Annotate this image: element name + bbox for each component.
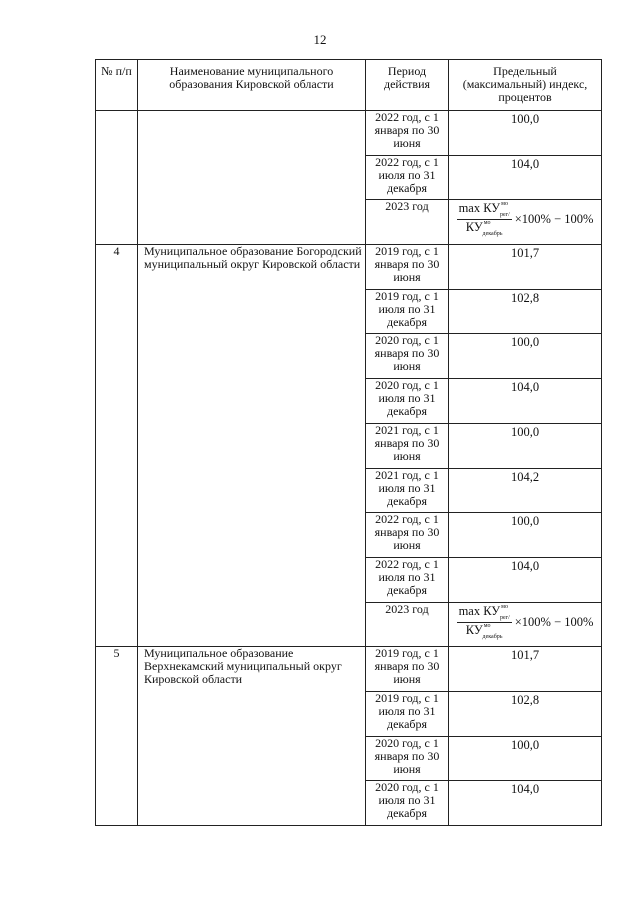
period-cell: 2020 год, с 1 июля по 31 декабря	[366, 781, 449, 826]
formula-num-sub: рег/	[499, 614, 510, 621]
period-cell: 2022 год, с 1 июля по 31 декабря	[366, 155, 449, 200]
index-formula	[451, 202, 599, 237]
formula-den-sup: мо	[483, 622, 491, 629]
formula-den-text: КУ	[465, 220, 483, 235]
index-formula	[451, 605, 599, 640]
period-cell: 2021 год, с 1 июля по 31 декабря	[366, 468, 449, 513]
index-cell: 104,0	[449, 557, 602, 602]
table-body	[96, 111, 602, 826]
table-row	[96, 647, 602, 692]
municipality-name-cell: Муниципальное образование Богородский муниципальный округ Кировской области	[138, 245, 366, 647]
index-cell: 104,0	[449, 155, 602, 200]
index-cell: 104,0	[449, 781, 602, 826]
period-cell: 2022 год, с 1 июля по 31 декабря	[366, 557, 449, 602]
index-cell: 100,0	[449, 513, 602, 558]
formula-num-sup: мо	[501, 201, 508, 208]
formula-num-sub: рег/	[499, 212, 510, 219]
index-cell: 102,8	[449, 289, 602, 334]
period-cell: 2023 год	[366, 602, 449, 647]
formula-tail: ×100% − 100%	[514, 212, 594, 227]
header-name: Наименование муниципального образования Кировской области	[138, 60, 366, 111]
formula-denominator	[464, 623, 505, 640]
period-cell: 2019 год, с 1 июля по 31 декабря	[366, 289, 449, 334]
formula-fraction	[457, 202, 512, 237]
row-number-cell	[96, 111, 138, 245]
formula-den-sub: декабрь	[482, 633, 503, 640]
period-cell: 2021 год, с 1 января по 30 июня	[366, 423, 449, 468]
index-cell: 100,0	[449, 423, 602, 468]
formula-num-sup: мо	[501, 603, 508, 610]
row-number-cell: 4	[96, 245, 138, 647]
table-row	[96, 245, 602, 290]
header-num: № п/п	[96, 60, 138, 111]
period-cell: 2020 год, с 1 июля по 31 декабря	[366, 379, 449, 424]
index-formula-cell	[449, 602, 602, 647]
table-row	[96, 111, 602, 156]
index-cell: 101,7	[449, 647, 602, 692]
municipality-name-cell	[138, 111, 366, 245]
period-cell: 2023 год	[366, 200, 449, 245]
period-cell: 2019 год, с 1 января по 30 июня	[366, 245, 449, 290]
period-cell: 2019 год, с 1 июля по 31 декабря	[366, 691, 449, 736]
formula-numerator	[457, 605, 512, 623]
index-cell: 100,0	[449, 736, 602, 781]
formula-numerator	[457, 202, 512, 220]
index-table	[95, 59, 602, 826]
period-cell: 2022 год, с 1 января по 30 июня	[366, 513, 449, 558]
header-period: Период действия	[366, 60, 449, 111]
index-cell: 100,0	[449, 334, 602, 379]
index-formula-cell	[449, 200, 602, 245]
formula-num-text: max КУ	[458, 603, 501, 618]
period-cell: 2019 год, с 1 января по 30 июня	[366, 647, 449, 692]
index-cell: 104,0	[449, 379, 602, 424]
period-cell: 2022 год, с 1 января по 30 июня	[366, 111, 449, 156]
index-cell: 101,7	[449, 245, 602, 290]
period-cell: 2020 год, с 1 января по 30 июня	[366, 736, 449, 781]
table-header-row	[96, 60, 602, 111]
header-index: Предельный (максимальный) индекс, процентов	[449, 60, 602, 111]
page-number: 12	[313, 32, 327, 47]
index-cell: 100,0	[449, 111, 602, 156]
formula-denominator	[464, 220, 505, 237]
index-cell: 104,2	[449, 468, 602, 513]
row-number-cell: 5	[96, 647, 138, 826]
period-cell: 2020 год, с 1 января по 30 июня	[366, 334, 449, 379]
formula-den-text: КУ	[465, 622, 483, 637]
index-cell: 102,8	[449, 691, 602, 736]
formula-den-sub: декабрь	[482, 231, 503, 238]
municipality-name-cell: Муниципальное образование Верхнекамский муниципальный округ Кировской области	[138, 647, 366, 826]
formula-den-sup: мо	[483, 220, 491, 227]
formula-fraction	[457, 605, 512, 640]
formula-num-text: max КУ	[458, 201, 501, 216]
formula-tail: ×100% − 100%	[514, 614, 594, 629]
